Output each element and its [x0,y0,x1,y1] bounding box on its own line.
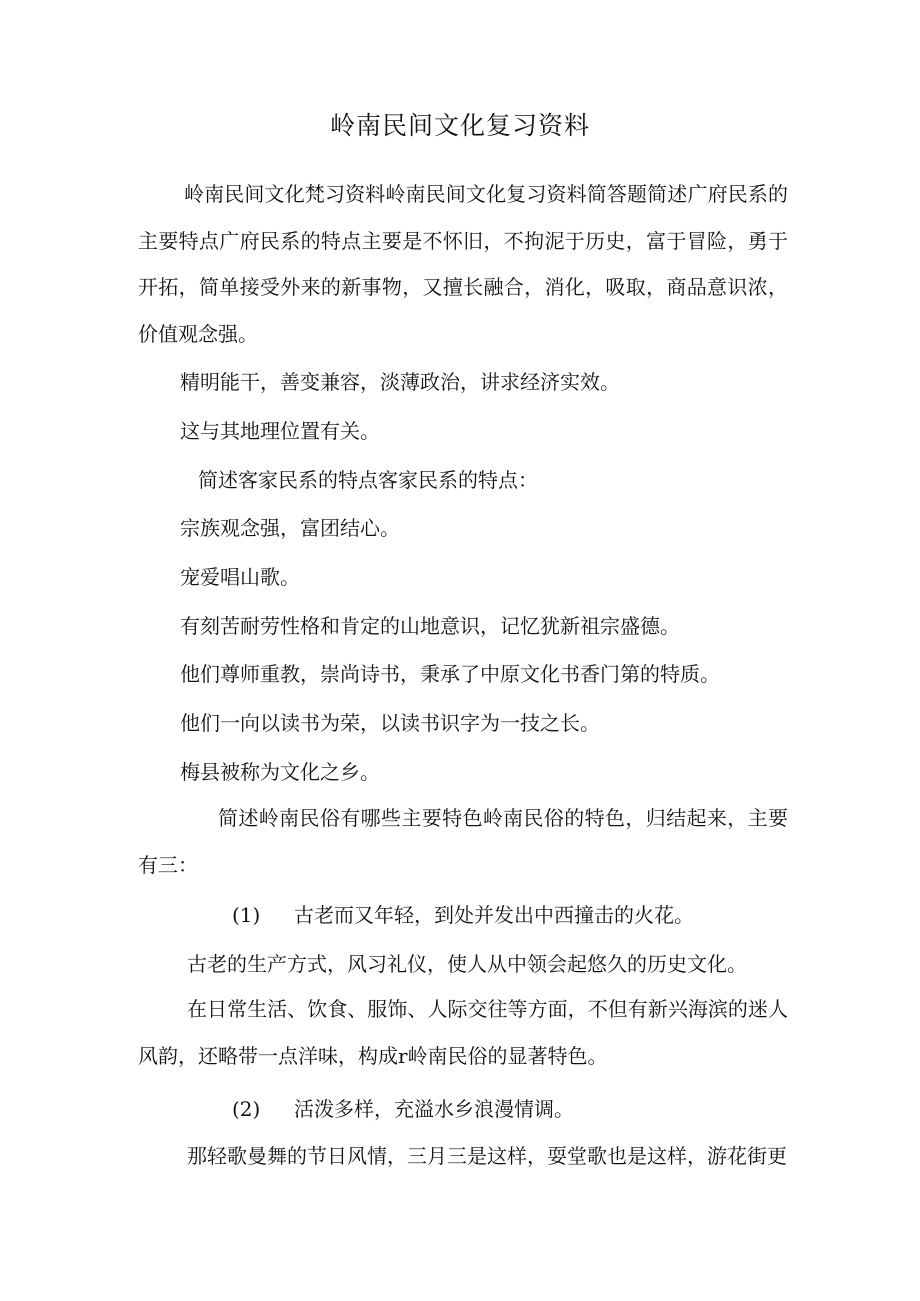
paragraph-hakka-reading: 他们一向以读书为荣，以读书识字为一技之长。 [180,711,600,735]
paragraph-hakka-clan: 宗族观念强，富团结心。 [180,516,400,540]
paragraph-hakka-heading: 简述客家民系的特点客家民系的特点： [198,468,538,492]
paragraph-guangfu-intro: 岭南民间文化梵习资料岭南民间文化复习资料简答题简述广府民系的主要特点广府民系的特点主要是不怀旧，不拘泥于历史，富于冒险，勇于开拓，简单接受外来的新事物，又擅长融合，消化，吸取，商品意识浓，价值观念强。 [138,182,788,346]
paragraph-meixian: 梅县被称为文化之乡。 [180,760,380,784]
numbered-item-1 [232,900,694,930]
item-text: 古老而又年轻，到处并发出中西撞击的火花。 [294,903,694,927]
paragraph-festivals: 那轻歌曼舞的节日风情，三月三是这样，耍堂歌也是这样，游花街更 [187,1144,787,1168]
document-title: 岭南民间文化复习资料 [329,111,590,140]
numbered-item-2 [232,1094,574,1124]
paragraph-daily-life: 在日常生活、饮食、服饰、人际交往等方面，不但有新兴海滨的迷人风韵，还略带一点洋味，构成r岭南民俗的显著特色。 [138,997,788,1068]
paragraph-hakka-diligence: 有刻苦耐劳性格和肯定的山地意识，记忆犹新祖宗盛德。 [180,614,680,638]
paragraph-geography: 这与其地理位置有关。 [180,419,380,443]
item-number: (2) [232,1097,261,1121]
paragraph-guangfu-traits: 精明能干，善变兼容，淡薄政治，讲求经济实效。 [180,370,620,394]
item-text: 活泼多样，充溢水乡浪漫情调。 [294,1097,574,1121]
paragraph-hakka-songs: 宠爱唱山歌。 [180,565,300,589]
paragraph-ancient-production: 古老的生产方式，风习礼仪，使人从中领会起悠久的历史文化。 [187,952,747,976]
paragraph-hakka-education: 他们尊师重教，崇尚诗书，秉承了中原文化书香门第的特质。 [180,662,720,686]
item-number: (1) [232,903,261,927]
paragraph-folk-customs-heading: 简述岭南民俗有哪些主要特色岭南民俗的特色，归结起来，主要有三： [138,806,788,877]
